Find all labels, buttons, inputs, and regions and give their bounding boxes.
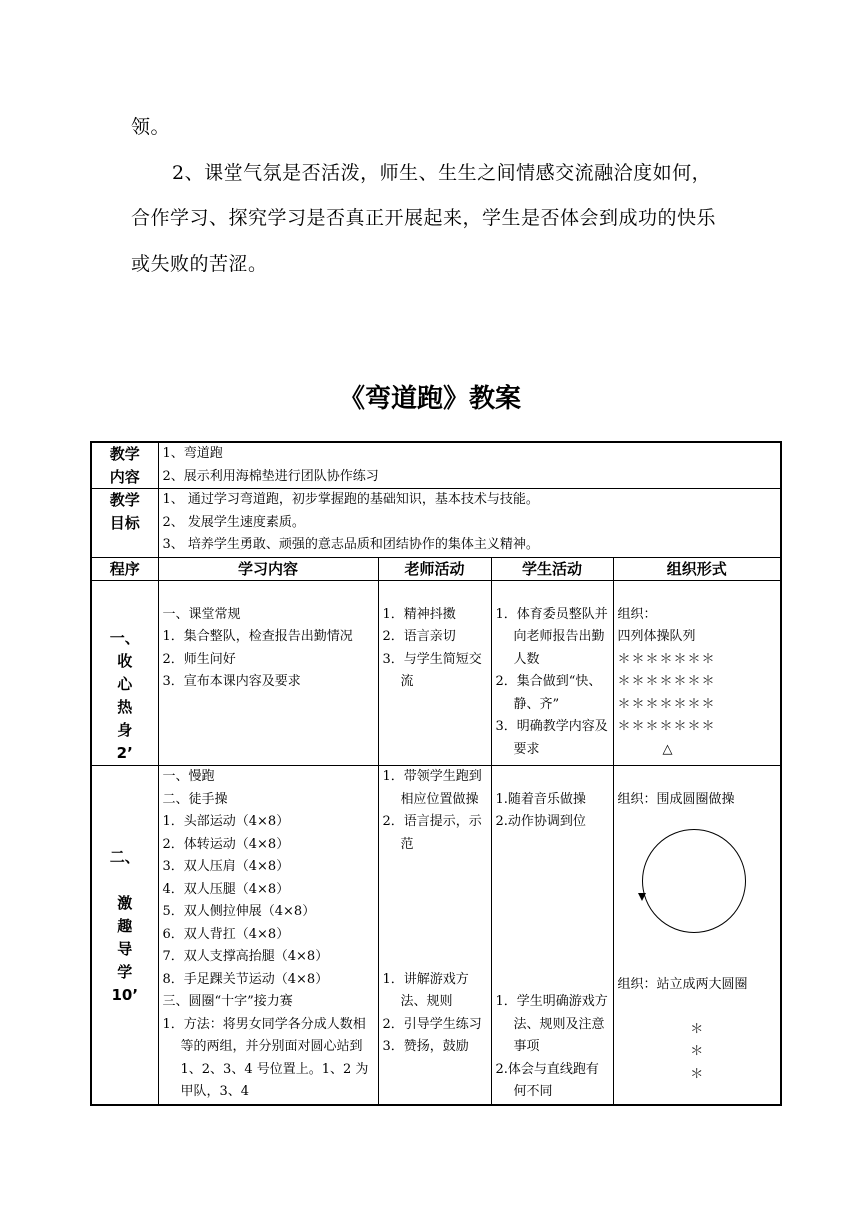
- formation-mark: ＊: [690, 1021, 704, 1037]
- section-2-row: [91, 766, 781, 1105]
- goal-item: 2、 发展学生速度素质。: [162, 514, 305, 530]
- content-label: 教学 内容: [91, 442, 158, 489]
- header-student: 学生活动: [491, 557, 613, 581]
- header-row: [91, 557, 781, 581]
- intro-line-3: 合作学习、探究学习是否真正开展起来，学生是否体会到成功的快乐: [131, 207, 717, 229]
- section-1-label: 一、 收 心 热 身 2’: [91, 581, 158, 766]
- intro-line-4: 或失败的苦涩。: [131, 253, 268, 275]
- goal-item: 1、 通过学习弯道跑，初步掌握跑的基础知识，基本技术与技能。: [162, 492, 539, 507]
- document-title: 《弯道跑》教案: [338, 384, 521, 414]
- exercise-item: 3．双人压肩（4×8）: [162, 859, 290, 874]
- header-teacher: 老师活动: [378, 557, 491, 581]
- intro-line-1: 领。: [131, 116, 171, 138]
- content-items: [158, 442, 781, 489]
- circle-formation-diagram: [618, 811, 777, 951]
- header-content: 学习内容: [158, 557, 378, 581]
- row-goals: [91, 489, 781, 558]
- exercise-item: 2．体转运动（4×8）: [162, 836, 290, 852]
- exercise-item: 4．双人压腿（4×8）: [162, 881, 290, 897]
- formation-row: ＊＊＊＊＊＊＊: [617, 719, 716, 734]
- formation-mark: ＊: [690, 1066, 704, 1082]
- exercise-item: 7．双人支撑高抬腿（4×8）: [162, 949, 329, 964]
- teacher-triangle-icon: △: [662, 741, 673, 757]
- section-2-organization: 组织：围成圆圈做操 组织：站立成两大圆圈 ＊ ＊ ＊: [613, 766, 781, 1105]
- arrow-down-icon: [638, 893, 646, 901]
- exercise-item: 6．双人背扛（4×8）: [162, 926, 290, 942]
- formation-mark: ＊: [690, 1044, 704, 1059]
- header-organization: 组织形式: [613, 557, 781, 581]
- content-item: 2、展示利用海棉垫进行团队协作练习: [162, 468, 379, 484]
- section-1-teacher: 1．精神抖擞 2．语言亲切 3．与学生简短交流: [378, 581, 491, 766]
- formation-row: ＊＊＊＊＊＊＊: [617, 651, 716, 667]
- section-1-row: [91, 581, 781, 766]
- section-2-student: 1.随着音乐做操 2.动作协调到位 1．学生明确游戏方法、规则及注意事项 2.体会与直线跑有何不同: [491, 766, 613, 1105]
- circle-icon: [642, 829, 746, 933]
- goal-items: [158, 489, 781, 558]
- exercise-item: 8．手足踝关节运动（4×8）: [162, 971, 329, 987]
- formation-row: ＊＊＊＊＊＊＊: [617, 696, 716, 712]
- content-item: 1、弯道跑: [162, 446, 223, 461]
- section-1-organization: 组织： 四列体操队列 ＊＊＊＊＊＊＊ ＊＊＊＊＊＊＊ ＊＊＊＊＊＊＊ ＊＊＊＊＊＊＊ △: [613, 581, 781, 766]
- section-1-student: 1．体育委员整队并向老师报告出勤人数 2．集合做到“快、静、齐” 3．明确教学内容及要求: [491, 581, 613, 766]
- exercise-item: 5．双人侧拉伸展（4×8）: [162, 904, 316, 919]
- exercise-item: 1．头部运动（4×8）: [162, 814, 290, 829]
- section-2-teacher: 1．带领学生跑到相应位置做操 2．语言提示，示范 1．讲解游戏方法、规则 2．引导学生练习 3．赞扬，鼓励: [378, 766, 491, 1105]
- header-procedure: 程序: [91, 557, 158, 581]
- lesson-plan-table: [90, 441, 782, 1106]
- goal-label: 教学 目标: [91, 489, 158, 558]
- goal-item: 3、 培养学生勇敢、顽强的意志品质和团结协作的集体主义精神。: [162, 537, 539, 552]
- section-2-content: 一、慢跑 二、徒手操 1．头部运动（4×8） 2．体转运动（4×8） 3．双人压肩（4×8） 4．双人压腿（4×8） 5．双人侧拉伸展（4×8） 6．双人背扛（4×8） 7．双人支撑高抬腿（4×8） 8．手足踝关节运动（4×8） 三、圆圈“十字”接力赛 1．方法：将男女同学各分成人数相等的两组，并分别面对圆心站到 1、2、3、4 号位置上。1、2 为甲队，3、4: [158, 766, 378, 1105]
- section-1-content: 一、课堂常规 1．集合整队，检查报告出勤情况 2．师生问好 3．宣布本课内容及要求: [158, 581, 378, 766]
- section-2-label: 二、 激 趣 导 学 10’: [91, 766, 158, 1105]
- intro-line-2: 2、课堂气氛是否活泼，师生、生生之间情感交流融洽度如何，: [172, 162, 712, 184]
- row-content: [91, 442, 781, 489]
- formation-row: ＊＊＊＊＊＊＊: [617, 674, 716, 689]
